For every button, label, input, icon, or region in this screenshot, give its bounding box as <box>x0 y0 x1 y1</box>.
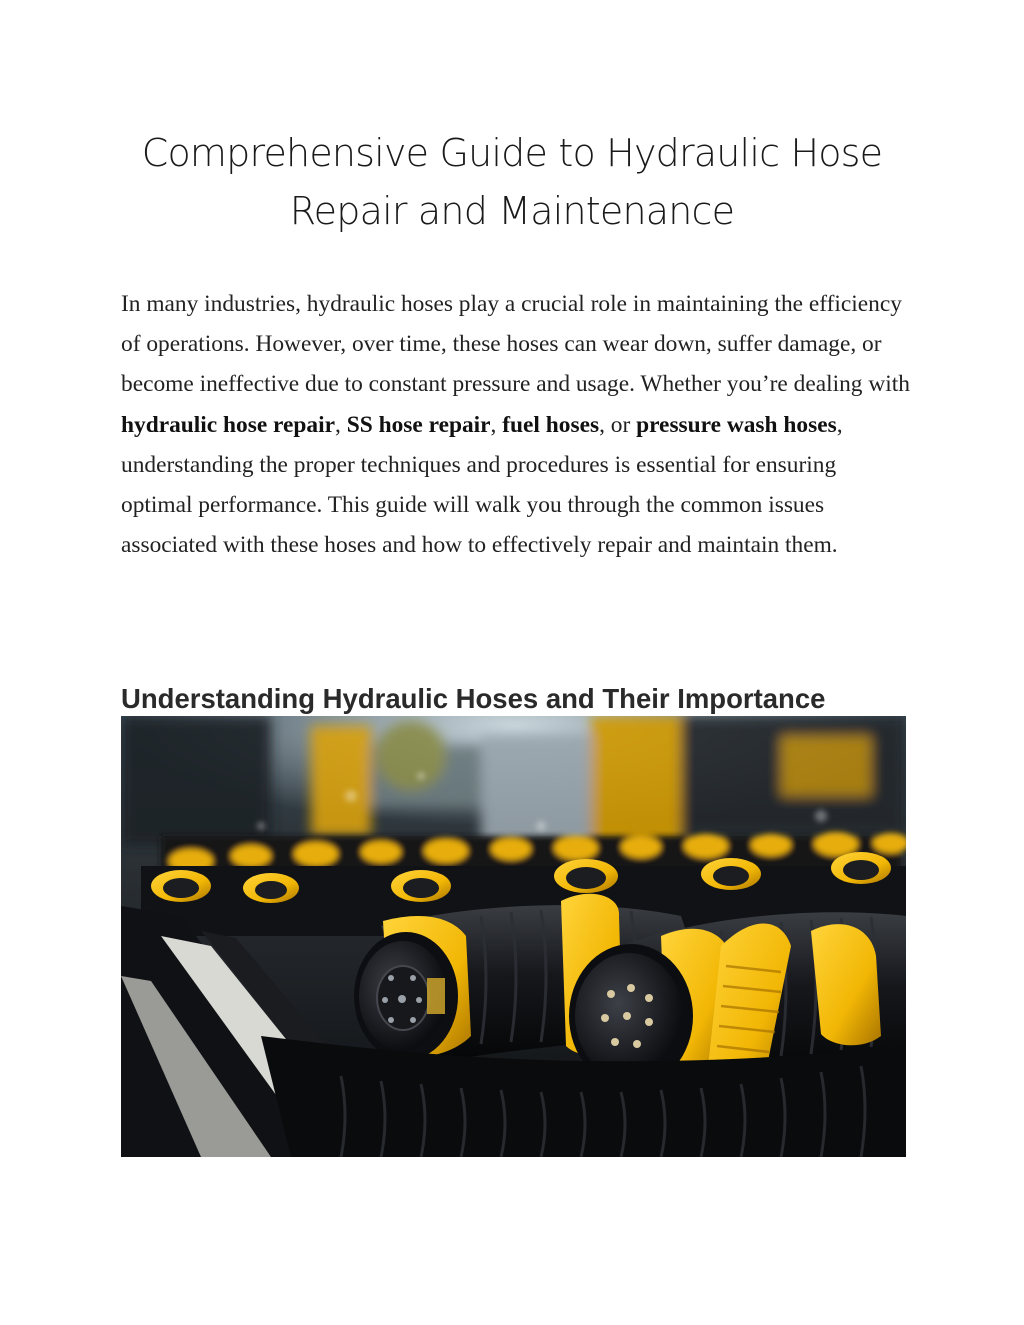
term-fuel-hoses: fuel hoses <box>502 411 600 438</box>
page-title <box>120 124 904 240</box>
intro-separator-2: , <box>490 411 503 438</box>
page-title-line-1: Comprehensive Guide to Hydraulic Hose <box>141 131 883 175</box>
intro-separator-1: , <box>335 411 347 438</box>
section-heading: Understanding Hydraulic Hoses and Their Importance <box>121 683 826 714</box>
intro-paragraph <box>121 284 911 565</box>
term-hydraulic-hose-repair: hydraulic hose repair <box>121 411 335 438</box>
intro-separator-3: , or <box>599 411 637 438</box>
page-title-line-2: Repair and Maintenance <box>289 189 735 233</box>
hoses-illustration <box>121 716 906 1157</box>
term-pressure-wash-hoses: pressure wash hoses <box>636 411 837 438</box>
term-ss-hose-repair: SS hose repair <box>346 411 491 438</box>
intro-text-end: , understanding the proper techniques and procedures is essential for ensuring optimal performance. This guide will walk you through the common issues associated with these hoses and how to effectively repair and maintain them. <box>121 411 843 559</box>
intro-text-start: In many industries, hydraulic hoses play a crucial role in maintaining the efficiency of operations. However, over time, these hoses can wear down, suffer damage, or become ineffective due to constant pressure and usage. Whether you’re dealing with <box>121 291 910 398</box>
hydraulic-hoses-photo <box>121 716 906 1157</box>
